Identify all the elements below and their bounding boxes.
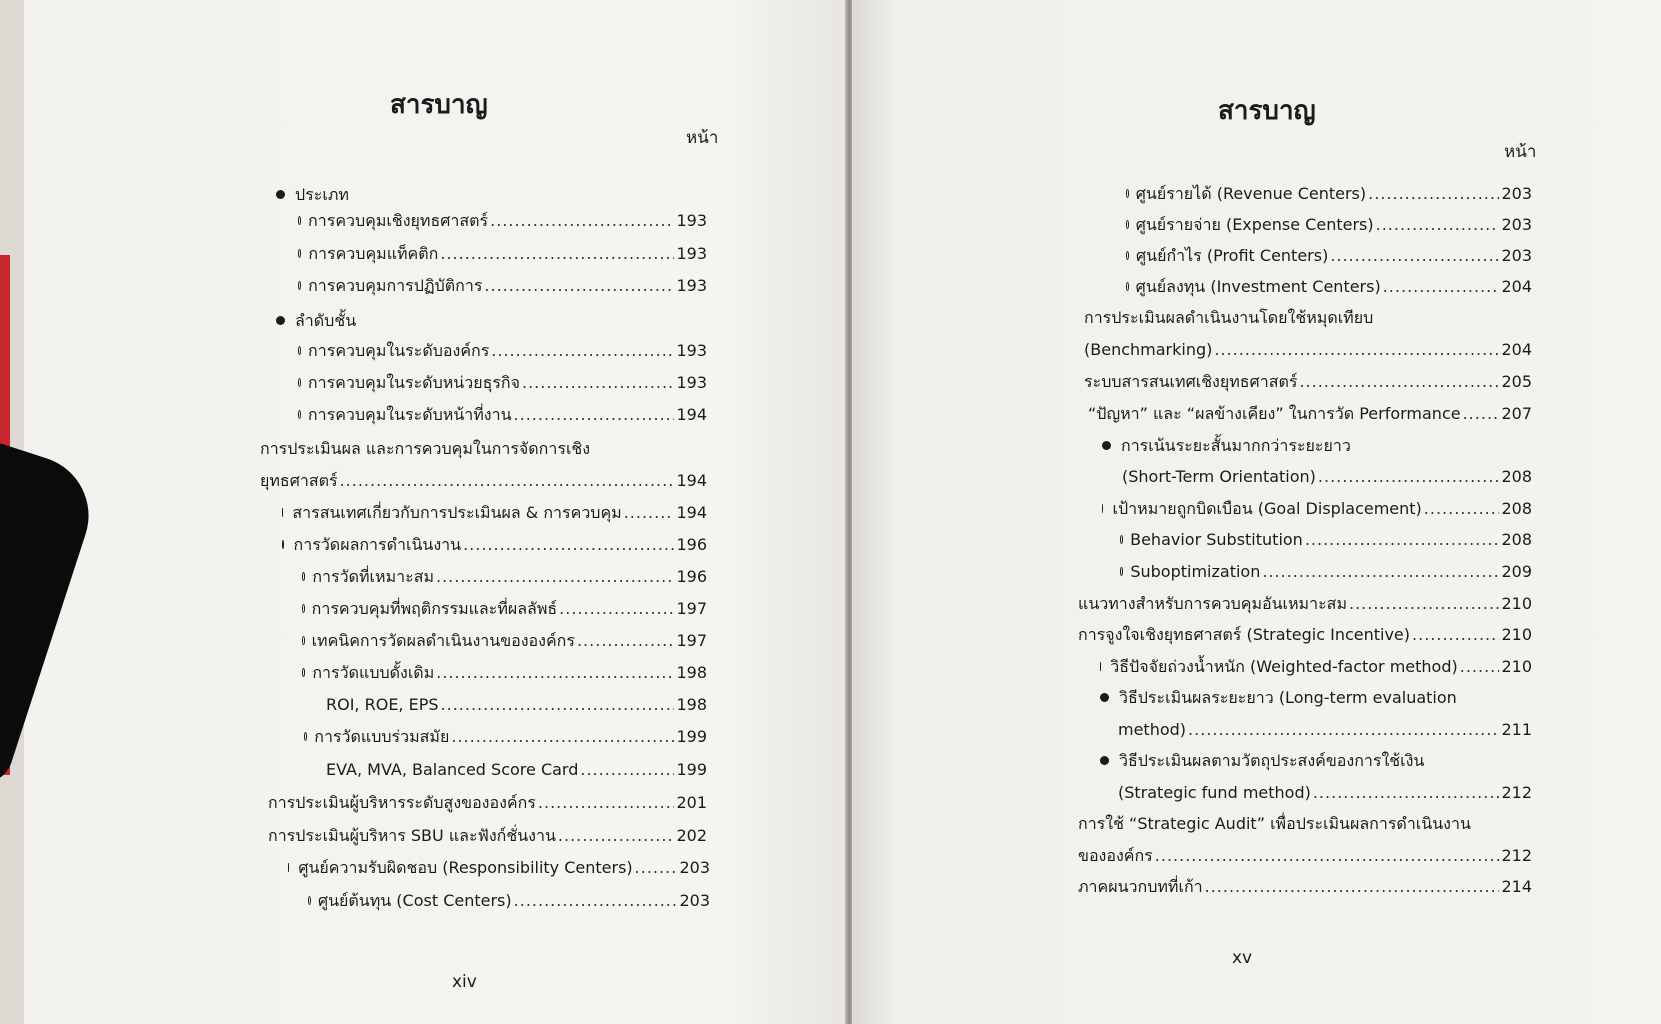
toc-entry[interactable] [268,792,707,814]
toc-entry[interactable] [1088,403,1532,425]
leader-dots [463,534,674,556]
toc-entry[interactable] [1102,435,1532,457]
toc-entry-text: การวัดแบบดั้งเดิม [312,663,435,682]
circle-icon [302,604,305,613]
toc-entry[interactable] [326,759,707,781]
toc-entry[interactable] [1126,183,1532,205]
toc-entry[interactable] [298,372,707,394]
toc-entry-page: 203 [679,858,710,877]
leader-dots [436,566,674,588]
right-page-title: สารบาญ [1218,96,1316,126]
toc-entry-text: ลำดับชั้น [295,311,357,330]
toc-entry-text: แนวทางสำหรับการควบคุมอันเหมาะสม [1078,594,1347,613]
circle-icon [302,668,305,677]
bullet-icon [1102,504,1103,513]
bullet-icon [1102,441,1111,450]
toc-entry-text: ยุทธศาสตร์ [260,471,338,490]
toc-entry-page: 209 [1501,562,1532,581]
leader-dots [1376,214,1500,236]
toc-entry[interactable] [1126,214,1532,236]
left-page-title: สารบาญ [390,90,488,120]
toc-entry[interactable] [302,566,707,588]
toc-entry[interactable] [1122,466,1532,488]
toc-entry-text: การควบคุมเชิงยุทธศาสตร์ [308,211,489,230]
toc-entry-page: 193 [676,211,707,230]
toc-entry-text: ศูนย์กำไร (Profit Centers) [1135,246,1329,265]
toc-entry-page: 193 [676,276,707,295]
leader-dots [490,210,674,232]
toc-entry[interactable] [282,534,707,556]
toc-entry-page: 201 [676,793,707,812]
toc-entry[interactable] [1084,307,1532,329]
toc-entry-page: 210 [1501,594,1532,613]
circle-icon [1126,251,1129,260]
bullet-icon [282,540,284,549]
toc-entry-page: 194 [676,503,707,522]
right-page [852,0,1661,1024]
right-page-label: หน้า [1504,142,1537,162]
circle-icon [298,249,301,258]
toc-entry-text: ROI, ROE, EPS [326,695,439,714]
toc-entry[interactable] [304,726,707,748]
circle-icon [298,346,301,355]
toc-entry[interactable] [298,404,707,426]
toc-entry-page: 194 [676,405,707,424]
leader-dots [1368,183,1499,205]
left-page-label: หน้า [686,128,719,148]
leader-dots [558,825,675,847]
toc-entry[interactable] [298,243,707,265]
toc-entry-page: 203 [1501,184,1532,203]
toc-entry-text: ศูนย์ลงทุน (Investment Centers) [1135,277,1381,296]
toc-entry-page: 208 [1501,467,1532,486]
toc-entry-text: การประเมินผู้บริหารระดับสูงขององค์กร [268,793,536,812]
toc-entry-page: 203 [679,891,710,910]
toc-entry[interactable] [1118,719,1532,741]
toc-entry-page: 193 [676,373,707,392]
toc-entry[interactable] [1100,750,1532,772]
toc-entry-page: 196 [676,567,707,586]
toc-entry[interactable] [302,630,707,652]
leader-dots [559,598,674,620]
toc-entry-page: 212 [1501,783,1532,802]
leader-dots [451,726,674,748]
leader-dots [1383,276,1500,298]
toc-entry[interactable] [1078,876,1532,898]
toc-entry-text: ศูนย์ต้นทุน (Cost Centers) [317,891,512,910]
toc-entry-text: วิธีปัจจัยถ่วงน้ำหนัก (Weighted-factor method) [1110,657,1458,676]
toc-entry-text: “ปัญหา” และ “ผลข้างเคียง” ในการวัด Performance [1088,404,1461,423]
circle-icon [308,896,311,905]
leader-dots [635,857,678,879]
toc-entry-text: การควบคุมในระดับหน่วยธุรกิจ [307,373,520,392]
toc-entry-text: ศูนย์รายได้ (Revenue Centers) [1135,184,1367,203]
leader-dots [1460,656,1500,678]
toc-entry-text: ศูนย์ความรับผิดชอบ (Responsibility Centers) [298,858,633,877]
toc-entry-text: การจูงใจเชิงยุทธศาสตร์ (Strategic Incentive) [1078,625,1411,644]
circle-icon [1120,567,1123,576]
toc-entry-page: 197 [676,631,707,650]
toc-entry-text: สารสนเทศเกี่ยวกับการประเมินผล & การควบคุม [292,503,622,522]
toc-entry-page: 202 [676,826,707,845]
toc-entry[interactable] [1120,529,1532,551]
left-page [24,0,848,1024]
circle-icon [304,732,307,741]
toc-entry[interactable] [268,825,707,847]
toc-entry-page: 212 [1501,846,1532,865]
toc-entry-text: ขององค์กร [1078,846,1153,865]
toc-entry-page: 204 [1501,340,1532,359]
toc-entry[interactable] [288,857,710,879]
toc-entry-text: เป้าหมายถูกบิดเบือน (Goal Displacement) [1112,499,1422,518]
toc-entry[interactable] [1100,656,1532,678]
toc-entry-page: 214 [1501,877,1532,896]
toc-entry-text: วิธีประเมินผลตามวัตถุประสงค์ของการใช้เงิน [1119,751,1425,770]
toc-entry-text: EVA, MVA, Balanced Score Card [326,760,579,779]
toc-entry[interactable] [308,890,710,912]
toc-entry-text: method) [1118,720,1187,739]
toc-entry-page: 208 [1501,530,1532,549]
toc-entry-text: เทคนิคการวัดผลดำเนินงานขององค์กร [311,631,575,650]
toc-entry-page: 196 [676,535,707,554]
toc-entry-page: 193 [676,244,707,263]
leader-dots [1424,498,1500,520]
circle-icon [302,636,305,645]
circle-icon [302,572,305,581]
toc-entry[interactable] [1084,339,1532,361]
leader-dots [1214,339,1499,361]
bullet-icon [1100,693,1109,702]
toc-entry[interactable] [276,184,706,206]
toc-entry-page: 211 [1501,720,1532,739]
toc-entry-page: 193 [676,341,707,360]
toc-entry-page: 203 [1501,215,1532,234]
leader-dots [340,470,675,492]
leader-dots [538,792,675,814]
leader-dots [440,243,674,265]
toc-entry-page: 205 [1501,372,1532,391]
toc-entry[interactable] [1078,624,1532,646]
toc-entry[interactable] [302,662,707,684]
leader-dots [1305,529,1500,551]
toc-entry[interactable] [276,310,706,332]
toc-entry[interactable] [282,502,707,524]
toc-entry-text: การใช้ “Strategic Audit” เพื่อประเมินผลการดำเนินงาน [1078,814,1471,833]
leader-dots [491,340,674,362]
toc-entry-text: ภาคผนวกบทที่เก้า [1078,877,1203,896]
circle-icon [1126,189,1129,198]
toc-entry-page: 203 [1501,246,1532,265]
leader-dots [436,662,674,684]
leader-dots [1463,403,1500,425]
circle-icon [298,378,301,387]
toc-entry-text: การเน้นระยะสั้นมากกว่าระยะยาว [1121,436,1351,455]
toc-entry[interactable] [298,210,707,232]
toc-entry-page: 194 [676,471,707,490]
leader-dots [1412,624,1499,646]
circle-icon [298,281,301,290]
toc-entry[interactable] [302,598,707,620]
leader-dots [484,275,674,297]
toc-entry-text: การควบคุมการปฏิบัติการ [308,276,483,295]
toc-entry-page: 199 [676,727,707,746]
leader-dots [1330,245,1499,267]
right-page-number: xv [1232,948,1253,968]
toc-entry-page: 208 [1501,499,1532,518]
leader-dots [441,694,675,716]
leader-dots [580,759,674,781]
toc-entry-page: 210 [1501,625,1532,644]
toc-entry[interactable] [1078,593,1532,615]
toc-entry-page: 198 [676,663,707,682]
leader-dots [1349,593,1499,615]
toc-entry-page: 198 [676,695,707,714]
toc-entry[interactable] [1126,245,1532,267]
toc-entry[interactable] [260,470,707,492]
toc-entry-text: การควบคุมแท็คติก [308,244,439,263]
toc-entry[interactable] [1078,845,1532,867]
toc-entry-text: ระบบสารสนเทศเชิงยุทธศาสตร์ [1084,372,1298,391]
toc-entry[interactable] [326,694,707,716]
circle-icon [298,410,301,419]
leader-dots [577,630,674,652]
toc-entry[interactable] [1102,498,1532,520]
toc-entry-text: การวัดแบบร่วมสมัย [314,727,450,746]
toc-entry[interactable] [1118,782,1532,804]
bullet-icon [276,190,285,199]
toc-entry-text: การประเมินผลดำเนินงานโดยใช้หมุดเทียบ [1084,308,1374,327]
toc-entry-text: Behavior Substitution [1130,530,1303,549]
toc-entry-page: 210 [1501,657,1532,676]
toc-entry-text: การประเมินผู้บริหาร SBU และฟังก์ชั่นงาน [268,826,556,845]
toc-entry[interactable] [1100,687,1532,709]
toc-entry[interactable] [1120,561,1532,583]
circle-icon [1126,220,1129,229]
leader-dots [624,502,675,524]
toc-entry[interactable] [298,340,707,362]
leader-dots [1205,876,1500,898]
toc-entry-page: 199 [676,760,707,779]
left-page-number: xiv [452,972,477,992]
toc-entry-text: การควบคุมที่พฤติกรรมและที่ผลลัพธ์ [311,599,558,618]
leader-dots [522,372,674,394]
toc-entry-text: (Benchmarking) [1084,340,1213,359]
toc-entry[interactable] [1084,371,1532,393]
toc-entry-text: (Strategic fund method) [1118,783,1311,802]
toc-entry-text: วิธีประเมินผลระยะยาว (Long-term evaluation [1119,688,1457,707]
leader-dots [1188,719,1499,741]
bullet-icon [1100,756,1109,765]
toc-entry[interactable] [1078,813,1532,835]
toc-entry-text: (Short-Term Orientation) [1122,467,1316,486]
toc-entry-text: ประเภท [295,185,349,204]
leader-dots [1262,561,1499,583]
leader-dots [514,404,675,426]
toc-entry-text: การประเมินผล และการควบคุมในการจัดการเชิง [260,439,591,458]
toc-entry-text: Suboptimization [1130,562,1261,581]
leader-dots [1299,371,1499,393]
leader-dots [1155,845,1500,867]
bullet-icon [276,316,285,325]
toc-entry-page: 197 [676,599,707,618]
leader-dots [1318,466,1500,488]
leader-dots [514,890,678,912]
toc-entry-text: การวัดผลการดำเนินงาน [293,535,462,554]
toc-entry[interactable] [298,275,707,297]
toc-entry-text: การวัดที่เหมาะสม [312,567,434,586]
toc-entry-page: 204 [1501,277,1532,296]
leader-dots [1313,782,1500,804]
circle-icon [1126,282,1129,291]
circle-icon [1120,535,1123,544]
toc-entry-text: การควบคุมในระดับองค์กร [308,341,490,360]
toc-entry[interactable] [260,438,707,460]
toc-entry-text: การควบคุมในระดับหน้าที่งาน [307,405,512,424]
toc-entry-text: ศูนย์รายจ่าย (Expense Centers) [1135,215,1374,234]
circle-icon [298,216,301,225]
toc-entry[interactable] [1126,276,1532,298]
toc-entry-page: 207 [1501,404,1532,423]
